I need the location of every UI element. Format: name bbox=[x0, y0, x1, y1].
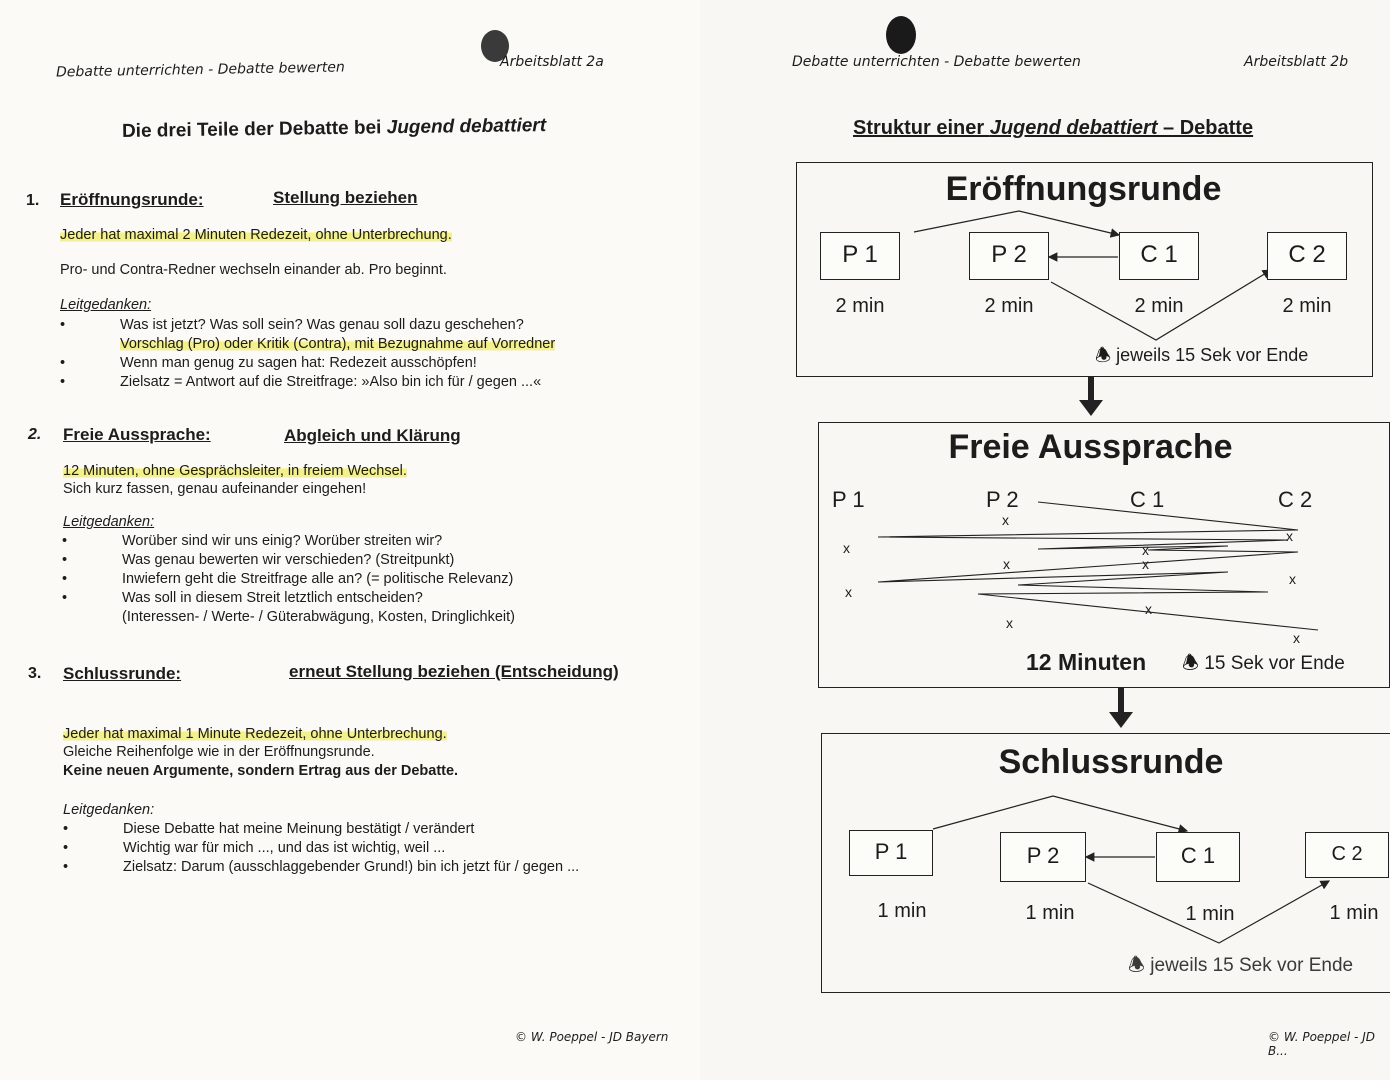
bell-ring-icon: 🕭 bbox=[1128, 955, 1146, 976]
section-2-para-1: 12 Minuten, ohne Gesprächsleiter, in freiem Wechsel. bbox=[63, 463, 407, 479]
closing-speaker-c2: C 2 bbox=[1305, 832, 1389, 878]
free-speech-zigzag bbox=[818, 422, 1388, 686]
list-item: • Wenn man genug zu sagen hat: Redezeit ausschöpfen! bbox=[60, 354, 660, 373]
section-1-leit-label: Leitgedanken: bbox=[60, 297, 152, 313]
closing-time-c1: 1 min bbox=[1185, 903, 1235, 925]
closing-speaker-p2: P 2 bbox=[1000, 832, 1086, 882]
speaker-c1: C 1 bbox=[1119, 232, 1199, 280]
right-page bbox=[700, 0, 1390, 1080]
left-header-left: Debatte unterrichten - Debatte bewerten bbox=[55, 59, 345, 81]
section-3-para-2: Gleiche Reihenfolge wie in der Eröffnungsrunde. bbox=[63, 744, 375, 760]
time-p1: 2 min bbox=[835, 295, 885, 317]
section-3-leit-label: Leitgedanken: bbox=[63, 802, 155, 818]
list-item: • Inwiefern geht die Streitfrage alle an? (= politische Relevanz) bbox=[62, 570, 662, 589]
section-3-subtitle: erneut Stellung beziehen (Entscheidung) bbox=[289, 662, 619, 681]
list-item: • Zielsatz: Darum (ausschlaggebender Grund!) bin ich jetzt für / gegen ... bbox=[63, 858, 683, 877]
section-1-name: Eröffnungsrunde: bbox=[60, 190, 204, 209]
free-speaker-c1: C 1 bbox=[1130, 487, 1165, 512]
free-mark: x bbox=[1145, 601, 1152, 617]
section-2-name: Freie Aussprache: bbox=[63, 425, 211, 444]
down-arrow-icon bbox=[1088, 376, 1094, 402]
free-mark: x bbox=[1002, 512, 1009, 528]
section-3-para-1: Jeder hat maximal 1 Minute Redezeit, ohne Unterbrechung. bbox=[63, 726, 447, 742]
closing-time-p2: 1 min bbox=[1025, 902, 1075, 924]
list-item: • Was ist jetzt? Was soll sein? Was genau soll dazu geschehen? bbox=[60, 316, 660, 335]
title-italic: Jugend debattiert bbox=[386, 115, 547, 139]
bell-ring-icon: 🕭 bbox=[1095, 345, 1112, 365]
right-header-left: Debatte unterrichten - Debatte bewerten bbox=[792, 54, 1081, 70]
section-3-number: 3. bbox=[28, 665, 42, 682]
section-2-number: 2. bbox=[28, 426, 42, 443]
free-mark: x bbox=[1289, 571, 1296, 587]
opening-round-title: Eröffnungsrunde bbox=[945, 170, 1222, 208]
time-p2: 2 min bbox=[984, 295, 1034, 317]
free-note: 🕭 15 Sek vor Ende bbox=[1182, 653, 1345, 674]
list-item: • Diese Debatte hat meine Meinung bestätigt / verändert bbox=[63, 820, 683, 839]
free-mark: x bbox=[1286, 528, 1293, 544]
free-mark: x bbox=[1006, 615, 1013, 631]
down-arrow-icon bbox=[1118, 688, 1124, 714]
free-duration: 12 Minuten bbox=[1026, 649, 1147, 675]
closing-time-p1: 1 min bbox=[877, 900, 927, 922]
section-2-subtitle: Abgleich und Klärung bbox=[284, 426, 461, 445]
list-item: Vorschlag (Pro) oder Kritik (Contra), mit Bezugnahme auf Vorredner bbox=[120, 336, 556, 352]
left-page-title bbox=[122, 115, 546, 143]
section-1-list bbox=[60, 316, 660, 392]
speaker-p1: P 1 bbox=[820, 232, 900, 280]
bell-ring-icon: 🕭 bbox=[1182, 653, 1200, 674]
section-1-para-2: Pro- und Contra-Redner wechseln einander ab. Pro beginnt. bbox=[60, 262, 447, 278]
free-speech-title: Freie Aussprache bbox=[948, 428, 1233, 466]
section-3-name: Schlussrunde: bbox=[63, 664, 182, 683]
section-2-list bbox=[62, 532, 662, 627]
free-mark: x bbox=[1142, 556, 1149, 572]
free-mark: x bbox=[843, 540, 850, 556]
list-item: (Interessen- / Werte- / Güterabwägung, Kosten, Dringlichkeit) bbox=[122, 609, 516, 625]
speaker-c2: C 2 bbox=[1267, 232, 1347, 280]
right-page-title: Struktur einer Jugend debattiert – Debatte bbox=[853, 117, 1254, 139]
free-speaker-p2: P 2 bbox=[986, 487, 1019, 512]
section-2-leit-label: Leitgedanken: bbox=[63, 514, 155, 530]
free-mark: x bbox=[845, 584, 852, 600]
list-item: • Wichtig war für mich ..., und das ist wichtig, weil ... bbox=[63, 839, 683, 858]
list-item: • Was soll in diesem Streit letztlich entscheiden? bbox=[62, 589, 662, 608]
closing-speaker-c1: C 1 bbox=[1156, 832, 1240, 882]
right-header-right: Arbeitsblatt 2b bbox=[1244, 54, 1349, 70]
list-item: • Worüber sind wir uns einig? Worüber streiten wir? bbox=[62, 532, 662, 551]
speaker-p2: P 2 bbox=[969, 232, 1049, 280]
left-header-right: Arbeitsblatt 2a bbox=[500, 54, 604, 70]
free-mark: x bbox=[1142, 542, 1149, 558]
free-speaker-p1: P 1 bbox=[832, 487, 865, 512]
section-3-para-3: Keine neuen Argumente, sondern Ertrag aus der Debatte. bbox=[63, 763, 459, 779]
list-item: • Zielsatz = Antwort auf die Streitfrage: »Also bin ich für / gegen ...« bbox=[60, 373, 660, 392]
section-3-list bbox=[63, 820, 683, 877]
section-1-number: 1. bbox=[26, 192, 40, 209]
section-1-para-1: Jeder hat maximal 2 Minuten Redezeit, ohne Unterbrechung. bbox=[60, 227, 452, 243]
time-c1: 2 min bbox=[1134, 295, 1184, 317]
free-mark: x bbox=[1003, 556, 1010, 572]
section-2-para-2: Sich kurz fassen, genau aufeinander eingehen! bbox=[63, 481, 367, 497]
opening-note: 🕭 jeweils 15 Sek vor Ende bbox=[1095, 345, 1309, 365]
title-plain: Die drei Teile der Debatte bei bbox=[121, 117, 387, 142]
section-1-subtitle: Stellung beziehen bbox=[273, 188, 418, 207]
list-item: • Was genau bewerten wir verschieden? (Streitpunkt) bbox=[62, 551, 662, 570]
left-footer: © W. Poeppel - JD Bayern bbox=[515, 1030, 669, 1044]
closing-note: 🕭 jeweils 15 Sek vor Ende bbox=[1128, 955, 1354, 976]
closing-speaker-p1: P 1 bbox=[849, 830, 933, 876]
punch-hole bbox=[886, 16, 916, 54]
free-mark: x bbox=[1293, 630, 1300, 646]
closing-time-c2: 1 min bbox=[1329, 902, 1379, 924]
free-speaker-c2: C 2 bbox=[1278, 487, 1313, 512]
right-footer: © W. Poeppel - JD B... bbox=[1268, 1030, 1375, 1058]
time-c2: 2 min bbox=[1282, 295, 1332, 317]
closing-round-title: Schlussrunde bbox=[998, 743, 1224, 781]
